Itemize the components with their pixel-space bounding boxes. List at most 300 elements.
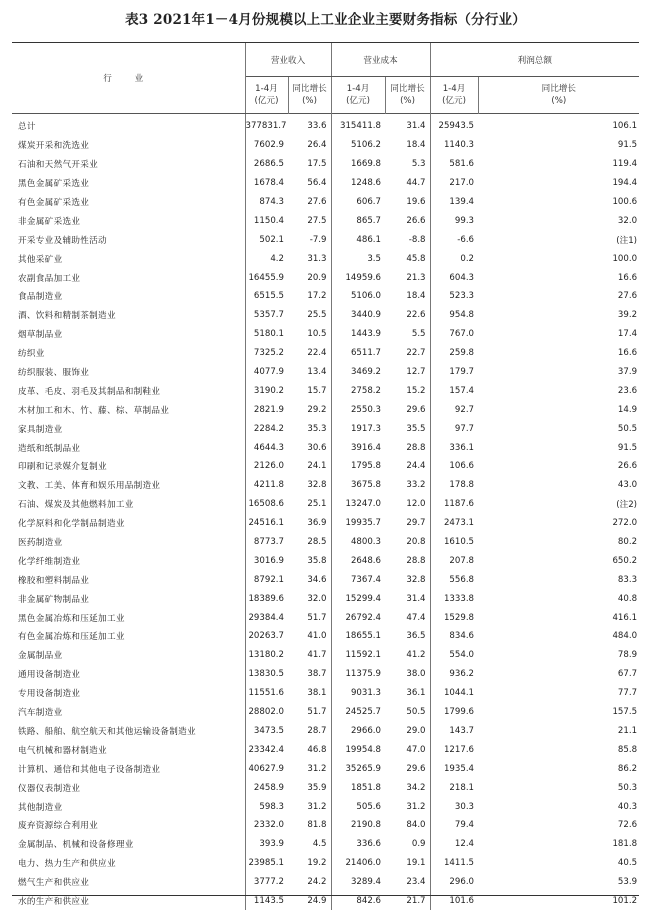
revenue-growth: 24.1 [307,461,327,472]
industry-name: 纺织业 [18,349,45,360]
profit-growth: 194.4 [612,178,638,189]
revenue-value: 13830.5 [245,665,288,684]
revenue-growth: 24.2 [307,877,327,888]
cost-value: 21406.0 [331,854,385,873]
profit-value: 1529.8 [430,608,478,627]
table-row [12,514,639,533]
industry-name: 其他制造业 [18,802,63,813]
profit-growth: 67.7 [617,669,638,680]
cost-value: 2966.0 [331,722,385,741]
profit-value: 1610.5 [430,533,478,552]
industry-name: 食品制造业 [18,292,63,303]
cost-value: 6511.7 [331,344,385,363]
cost-value: 315411.8 [331,114,385,136]
industry-name: 化学原料和化学制品制造业 [18,519,125,530]
profit-growth: 14.9 [617,404,638,415]
table-row [12,268,639,287]
cost-growth: 50.5 [406,707,426,718]
industry-name: 石油、煤炭及其他燃料加工业 [18,500,134,511]
cost-value: 24525.7 [331,703,385,722]
profit-value: 178.8 [430,476,478,495]
revenue-value: 2332.0 [245,816,288,835]
profit-value: 207.8 [430,551,478,570]
profit-value: 259.8 [430,344,478,363]
profit-growth: 100.6 [612,197,638,207]
table-row [12,457,639,476]
industry-name: 总计 [18,122,36,133]
profit-growth: 77.7 [617,688,638,699]
profit-growth: 157.5 [612,707,638,718]
header-industry: 行 业 [12,43,245,114]
cost-growth: 44.7 [406,178,426,189]
table-row [12,287,639,306]
cost-value: 19954.8 [331,740,385,759]
profit-growth: 650.2 [612,555,638,566]
industry-name: 家具制造业 [18,424,63,435]
revenue-value: 2126.0 [245,457,288,476]
revenue-value: 4.2 [245,249,288,268]
profit-growth: 78.9 [617,650,638,661]
table-row [12,646,639,665]
profit-growth: (注1) [616,235,638,246]
cost-value: 26792.4 [331,608,385,627]
cost-growth: 29.6 [406,763,426,774]
header-revenue-period: 1-4月 (亿元) [254,84,279,106]
profit-value: 101.6 [430,892,478,910]
revenue-value: 7602.9 [245,136,288,155]
profit-value: 1799.6 [430,703,478,722]
table-row [12,381,639,400]
industry-name: 印刷和记录媒介复制业 [18,462,107,473]
industry-name: 造纸和纸制品业 [18,443,81,454]
cost-value: 486.1 [331,230,385,249]
industry-name: 农副食品加工业 [18,273,81,284]
revenue-value: 23985.1 [245,854,288,873]
profit-value: 92.7 [430,400,478,419]
table-row [12,797,639,816]
cost-growth: 41.2 [406,650,426,661]
revenue-value: 5180.1 [245,325,288,344]
cost-value: 5106.0 [331,287,385,306]
industry-name: 有色金属矿采选业 [18,198,90,208]
cost-growth: 18.4 [406,140,426,151]
revenue-growth: 25.5 [307,310,327,321]
revenue-value: 28802.0 [245,703,288,722]
profit-growth: 72.6 [617,820,638,831]
profit-value: 1935.4 [430,759,478,778]
revenue-growth: 4.5 [312,839,327,850]
cost-growth: 84.0 [406,820,426,831]
industry-name: 有色金属冶炼和压延加工业 [18,632,125,643]
revenue-growth: 24.9 [307,895,327,906]
cost-value: 9031.3 [331,684,385,703]
cost-value: 1248.6 [331,174,385,193]
revenue-value: 1143.5 [245,892,288,910]
table-row [12,438,639,457]
industry-name: 金属制品、机械和设备修理业 [18,840,134,851]
table-row [12,589,639,608]
cost-growth: 36.5 [406,631,426,642]
revenue-value: 377831.7 [245,114,288,136]
cost-value: 3.5 [331,249,385,268]
profit-growth: 50.3 [617,782,638,793]
revenue-value: 874.3 [245,193,288,212]
header-revenue: 营业收入 [245,43,331,77]
profit-growth: 40.5 [617,858,638,869]
profit-value: 157.4 [430,381,478,400]
cost-value: 7367.4 [331,570,385,589]
revenue-value: 11551.6 [245,684,288,703]
cost-growth: 22.6 [406,310,426,321]
cost-growth: 12.0 [406,499,426,510]
profit-growth: 416.1 [612,612,638,623]
table-row [12,400,639,419]
header-revenue-growth: 同比增长 (%) [288,77,331,114]
cost-value: 505.6 [331,797,385,816]
revenue-growth: 36.9 [307,518,327,529]
cost-growth: 45.8 [406,253,426,264]
revenue-growth: 32.8 [307,480,327,491]
cost-value: 1795.8 [331,457,385,476]
cost-value: 606.7 [331,193,385,212]
industry-name: 铁路、船舶、航空航天和其他运输设备制造业 [18,726,196,737]
industry-name: 木材加工和木、竹、藤、棕、草制品业 [18,405,170,416]
cost-growth: 20.8 [406,537,426,548]
cost-value: 1917.3 [331,419,385,438]
table-row [12,816,639,835]
header-cost-growth: 同比增长 (%) [385,77,430,114]
table-row [12,363,639,382]
cost-value: 2550.3 [331,400,385,419]
table-row [12,665,639,684]
table-row [12,495,639,514]
industry-name: 文教、工美、体育和娱乐用品制造业 [18,481,161,492]
cost-growth: 21.7 [406,895,426,906]
profit-value: 1333.8 [430,589,478,608]
revenue-growth: 51.7 [307,612,327,623]
revenue-value: 2821.9 [245,400,288,419]
profit-growth: (注2) [616,500,638,511]
table-row [12,325,639,344]
profit-value: 581.6 [430,155,478,174]
revenue-growth: 35.9 [307,782,327,793]
industry-name: 纺织服装、服饰业 [18,368,90,379]
revenue-growth: 25.1 [307,499,327,510]
cost-growth: 47.4 [406,612,426,623]
cost-value: 336.6 [331,835,385,854]
cost-value: 842.6 [331,892,385,910]
revenue-growth: 41.7 [307,650,327,661]
revenue-growth: 27.6 [307,197,327,207]
industry-name: 烟草制品业 [18,330,63,341]
industry-name: 金属制品业 [18,651,63,662]
bottom-rule [12,895,639,896]
cost-value: 3289.4 [331,873,385,892]
table-row [12,627,639,646]
cost-value: 13247.0 [331,495,385,514]
cost-value: 3916.4 [331,438,385,457]
financial-indicators-table [12,43,639,910]
profit-growth: 119.4 [612,159,638,170]
cost-growth: 32.8 [406,574,426,585]
industry-name: 计算机、通信和其他电子设备制造业 [18,764,161,775]
profit-value: 106.6 [430,457,478,476]
cost-value: 11592.1 [331,646,385,665]
revenue-growth: 32.0 [307,593,327,604]
cost-value: 5106.2 [331,136,385,155]
profit-value: 554.0 [430,646,478,665]
industry-name: 燃气生产和供应业 [18,878,90,889]
revenue-growth: 34.6 [307,574,327,585]
revenue-value: 13180.2 [245,646,288,665]
table-row [12,419,639,438]
table-row [12,570,639,589]
cost-growth: 12.7 [406,367,426,378]
revenue-growth: 35.8 [307,555,327,566]
revenue-growth: 31.2 [307,801,327,812]
profit-value: 336.1 [430,438,478,457]
revenue-growth: 46.8 [307,744,327,755]
profit-value: 834.6 [430,627,478,646]
table-row [12,740,639,759]
revenue-value: 502.1 [245,230,288,249]
profit-value: 1044.1 [430,684,478,703]
profit-value: 139.4 [430,193,478,212]
revenue-growth: 35.3 [307,423,327,434]
table-row [12,551,639,570]
cost-value: 865.7 [331,211,385,230]
industry-name: 化学纤维制造业 [18,556,81,567]
cost-growth: 19.1 [406,858,426,869]
industry-name: 黑色金属矿采选业 [18,179,90,190]
industry-name: 橡胶和塑料制品业 [18,575,90,586]
cost-value: 2648.6 [331,551,385,570]
revenue-value: 7325.2 [245,344,288,363]
cost-growth: 29.6 [406,404,426,415]
header-profit: 利润总额 [430,43,639,77]
revenue-growth: 27.5 [307,215,327,226]
profit-value: 12.4 [430,835,478,854]
profit-value: 218.1 [430,778,478,797]
revenue-growth: 26.4 [307,140,327,151]
industry-name: 皮革、毛皮、羽毛及其制品和制鞋业 [18,386,161,397]
profit-growth: 16.6 [617,348,638,359]
profit-growth: 26.6 [617,461,638,472]
revenue-value: 1150.4 [245,211,288,230]
profit-value: 1217.6 [430,740,478,759]
cost-value: 19935.7 [331,514,385,533]
industry-name: 非金属矿采选业 [18,216,81,227]
industry-name: 石油和天然气开采业 [18,160,99,171]
cost-value: 3440.9 [331,306,385,325]
profit-growth: 37.9 [617,367,638,378]
cost-growth: 19.6 [406,197,426,207]
revenue-value: 24516.1 [245,514,288,533]
revenue-growth: 17.5 [307,159,327,170]
cost-growth: 29.0 [406,725,426,736]
header-cost: 营业成本 [331,43,430,77]
profit-value: 179.7 [430,363,478,382]
revenue-value: 8773.7 [245,533,288,552]
profit-growth: 32.0 [617,215,638,226]
revenue-value: 29384.4 [245,608,288,627]
cost-growth: 33.2 [406,480,426,491]
cost-growth: 31.4 [406,121,426,132]
profit-value: 936.2 [430,665,478,684]
cost-growth: 35.5 [406,423,426,434]
revenue-growth: 56.4 [307,178,327,189]
revenue-growth: 38.7 [307,669,327,680]
profit-value: 296.0 [430,873,478,892]
table-row [12,722,639,741]
profit-growth: 23.6 [617,385,638,396]
profit-value: 99.3 [430,211,478,230]
profit-growth: 181.8 [612,839,638,850]
revenue-value: 40627.9 [245,759,288,778]
revenue-growth: 13.4 [307,367,327,378]
revenue-value: 20263.7 [245,627,288,646]
profit-value: 143.7 [430,722,478,741]
header-profit-period: 1-4月 (亿元) [430,77,478,114]
profit-growth: 43.0 [617,480,638,491]
revenue-growth: 81.8 [307,820,327,831]
profit-value: 767.0 [430,325,478,344]
cost-growth: 5.3 [411,159,426,170]
revenue-growth: 30.6 [307,442,327,453]
cost-value: 11375.9 [331,665,385,684]
table-row [12,193,639,212]
table-row [12,684,639,703]
table-row [12,778,639,797]
profit-growth: 21.1 [617,725,638,736]
cost-value: 18655.1 [331,627,385,646]
revenue-value: 598.3 [245,797,288,816]
revenue-growth: 28.7 [307,725,327,736]
cost-growth: 36.1 [406,688,426,699]
cost-value: 1443.9 [331,325,385,344]
cost-value: 1669.8 [331,155,385,174]
profit-growth: 83.3 [617,574,638,585]
revenue-growth: 38.1 [307,688,327,699]
cost-value: 14959.6 [331,268,385,287]
revenue-growth: 28.5 [307,537,327,548]
table-row [12,703,639,722]
revenue-growth: 22.4 [307,348,327,359]
revenue-growth: 19.2 [307,858,327,869]
table-row [12,114,639,136]
profit-value: 0.2 [430,249,478,268]
revenue-value: 2686.5 [245,155,288,174]
cost-growth: 31.2 [406,801,426,812]
table-row [12,835,639,854]
revenue-growth: 15.7 [307,385,327,396]
table-row [12,136,639,155]
revenue-growth: 51.7 [307,707,327,718]
cost-growth: 15.2 [406,385,426,396]
table-row [12,174,639,193]
revenue-value: 1678.4 [245,174,288,193]
revenue-value: 16508.6 [245,495,288,514]
profit-growth: 85.8 [617,744,638,755]
revenue-growth: -7.9 [309,234,327,245]
revenue-value: 2284.2 [245,419,288,438]
profit-value: 1140.3 [430,136,478,155]
profit-growth: 106.1 [612,121,638,132]
cost-growth: 47.0 [406,744,426,755]
profit-growth: 27.6 [617,291,638,302]
cost-value: 2758.2 [331,381,385,400]
cost-growth: 26.6 [406,215,426,226]
cost-growth: 24.4 [406,461,426,472]
profit-value: 523.3 [430,287,478,306]
profit-growth: 53.9 [617,877,638,888]
profit-growth: 17.4 [617,329,638,340]
profit-growth: 91.5 [617,140,638,151]
table-row [12,155,639,174]
revenue-value: 6515.5 [245,287,288,306]
profit-growth: 39.2 [617,310,638,321]
cost-value: 35265.9 [331,759,385,778]
industry-name: 电气机械和器材制造业 [18,745,107,756]
cost-growth: 31.4 [406,593,426,604]
revenue-value: 393.9 [245,835,288,854]
table-row [12,230,639,249]
revenue-value: 23342.4 [245,740,288,759]
industry-name: 仪器仪表制造业 [18,783,81,794]
profit-growth: 101.2 [612,895,638,906]
revenue-value: 8792.1 [245,570,288,589]
cost-growth: 28.8 [406,442,426,453]
profit-value: 2473.1 [430,514,478,533]
revenue-growth: 17.2 [307,291,327,302]
header-profit-growth: 同比增长 (%) [478,77,639,114]
table-row [12,854,639,873]
table-row [12,873,639,892]
revenue-growth: 33.6 [307,121,327,132]
cost-growth: -8.8 [408,234,426,245]
industry-name: 医药制造业 [18,538,63,549]
profit-growth: 91.5 [617,442,638,453]
revenue-value: 3190.2 [245,381,288,400]
header-cost-period: 1-4月 (亿元) [331,77,385,114]
cost-value: 1851.8 [331,778,385,797]
table-title: 表3 2021年1－4月份规模以上工业企业主要财务指标（分行业） [125,12,526,28]
table-row [12,476,639,495]
revenue-value: 16455.9 [245,268,288,287]
industry-name: 黑色金属冶炼和压延加工业 [18,613,125,624]
table-row [12,306,639,325]
profit-value: 1187.6 [430,495,478,514]
industry-name: 煤炭开采和洗选业 [18,141,90,152]
revenue-growth: 10.5 [307,329,327,340]
revenue-value: 4211.8 [245,476,288,495]
revenue-growth: 31.3 [307,253,327,264]
revenue-growth: 29.2 [307,404,327,415]
profit-growth: 484.0 [612,631,638,642]
cost-growth: 0.9 [411,839,426,850]
profit-value: 556.8 [430,570,478,589]
revenue-growth: 20.9 [307,272,327,283]
profit-value: 79.4 [430,816,478,835]
revenue-value: 3016.9 [245,551,288,570]
revenue-value: 2458.9 [245,778,288,797]
industry-name: 通用设备制造业 [18,670,81,681]
cost-growth: 29.7 [406,518,426,529]
cost-growth: 21.3 [406,272,426,283]
cost-value: 4800.3 [331,533,385,552]
revenue-value: 18389.6 [245,589,288,608]
profit-growth: 50.5 [617,423,638,434]
